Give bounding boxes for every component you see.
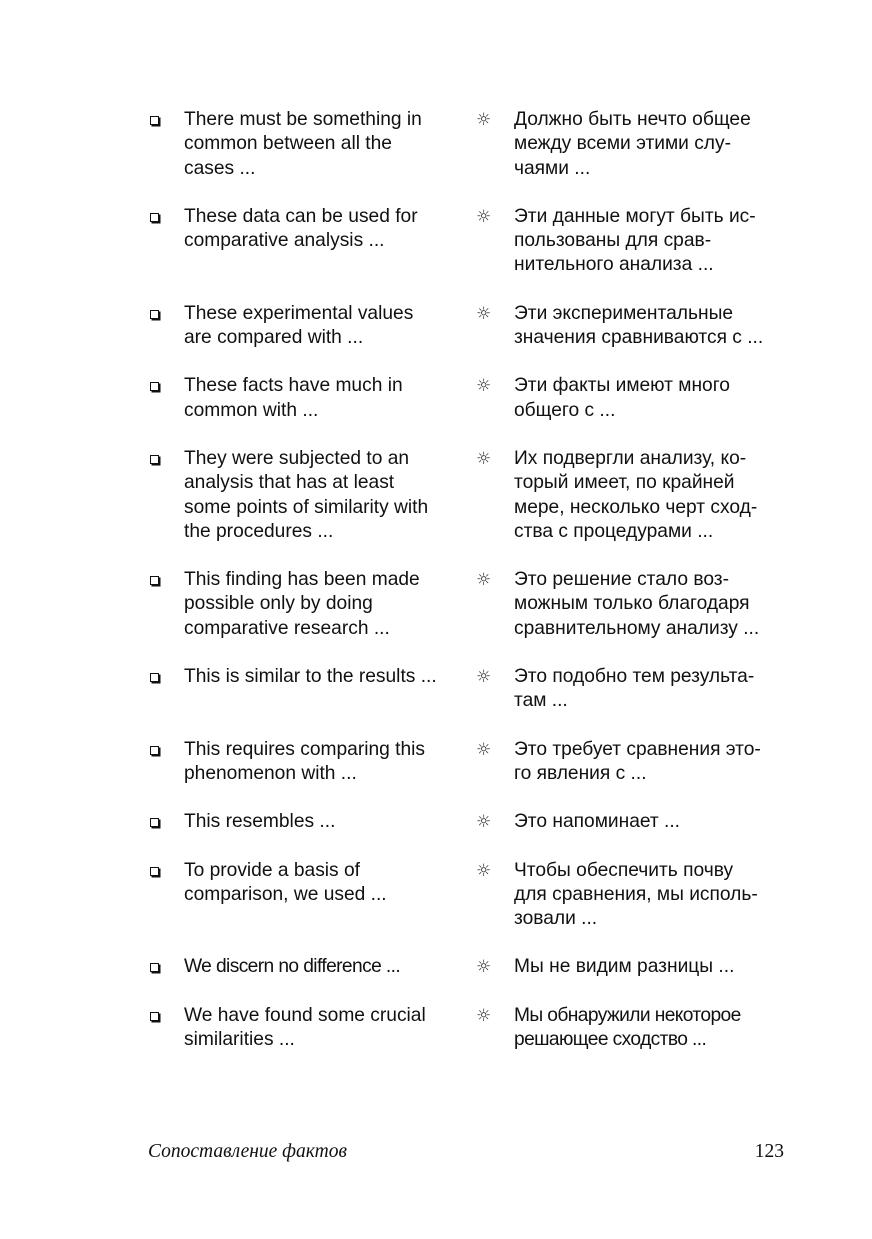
english-phrase: To provide a basis of comparison, we used ... — [184, 859, 387, 905]
sun-icon: ☼ — [476, 1005, 492, 1026]
english-phrase: They were subjected to an analysis that has at least some points of similarity with the procedures ... — [184, 447, 429, 542]
checkbox-square-icon — [150, 116, 159, 125]
english-phrase: This finding has been made possible only by doing comparative research ... — [184, 569, 420, 639]
sun-icon: ☼ — [476, 376, 492, 397]
sun-icon: ☼ — [476, 110, 492, 130]
phrase-row — [148, 810, 798, 834]
english-phrase: We discern no difference ... — [184, 956, 401, 978]
checkbox-square-icon — [150, 818, 159, 827]
russian-phrase: Это напоминает ... — [514, 811, 681, 833]
phrase-row — [148, 738, 798, 787]
russian-phrase: Чтобы обеспечить почву для сравнения, мы исполь- зовали ... — [514, 859, 758, 930]
english-phrase: These data can be used for comparative analysis ... — [184, 205, 418, 252]
phrase-row — [148, 568, 798, 641]
checkbox-square-icon — [150, 576, 159, 585]
checkbox-square-icon — [150, 673, 159, 682]
footer-section-title: Сопоставление фактов — [148, 1141, 347, 1162]
sun-icon: ☼ — [476, 812, 492, 833]
phrase-row — [148, 447, 798, 544]
russian-phrase: Эти экспериментальные значения сравниваются с ... — [514, 302, 764, 349]
page-number: 123 — [754, 1141, 784, 1162]
russian-phrase: Должно быть нечто общее между всеми этими слу- чаями ... — [514, 109, 751, 179]
russian-phrase: Эти факты имеют много общего с ... — [514, 375, 730, 421]
sun-icon: ☼ — [476, 448, 492, 469]
checkbox-square-icon — [150, 310, 159, 319]
russian-phrase: Эти данные могут быть ис- пользованы для срав- нительного анализа ... — [514, 205, 756, 276]
checkbox-square-icon — [150, 1012, 159, 1021]
sun-icon: ☼ — [476, 860, 492, 881]
russian-phrase: Их подвергли анализу, ко- торый имеет, по крайней мере, несколько черт сход- ства с процедурами ... — [514, 447, 758, 542]
checkbox-square-icon — [150, 746, 159, 755]
phrase-row — [148, 1004, 798, 1053]
russian-phrase: Мы обнаружили некоторое решающее сходство ... — [514, 1004, 741, 1051]
phrase-row — [148, 205, 798, 278]
russian-phrase: Это решение стало воз- можным только благодаря сравнительному анализу ... — [514, 569, 760, 639]
phrase-row — [148, 108, 798, 181]
checkbox-square-icon — [150, 213, 159, 222]
phrase-row — [148, 859, 798, 932]
phrase-row — [148, 665, 798, 714]
sun-icon: ☼ — [476, 667, 492, 688]
english-phrase: This resembles ... — [184, 811, 336, 833]
phrase-list — [148, 108, 798, 1052]
russian-phrase: Это подобно тем результа- там ... — [514, 666, 755, 712]
english-phrase: We have found some crucial similarities ... — [184, 1004, 426, 1051]
phrase-row — [148, 302, 798, 351]
sun-icon: ☼ — [476, 570, 492, 591]
english-phrase: This requires comparing this phenomenon with ... — [184, 738, 426, 784]
sun-icon: ☼ — [476, 206, 492, 227]
checkbox-square-icon — [150, 382, 159, 391]
english-phrase: This is similar to the results ... — [184, 666, 437, 688]
english-phrase: These experimental values are compared with ... — [184, 302, 414, 349]
sun-icon: ☼ — [476, 739, 492, 760]
checkbox-square-icon — [150, 867, 159, 876]
english-phrase: These facts have much in common with ... — [184, 375, 403, 421]
russian-phrase: Мы не видим разницы ... — [514, 956, 735, 978]
english-phrase: There must be something in common between all the cases ... — [184, 109, 422, 179]
phrase-row — [148, 374, 798, 423]
sun-icon: ☼ — [476, 303, 492, 324]
checkbox-square-icon — [150, 455, 159, 464]
russian-phrase: Это требует сравнения это- го явления с ... — [514, 738, 761, 784]
checkbox-square-icon — [150, 963, 159, 972]
phrase-row — [148, 955, 798, 979]
sun-icon: ☼ — [476, 957, 492, 978]
